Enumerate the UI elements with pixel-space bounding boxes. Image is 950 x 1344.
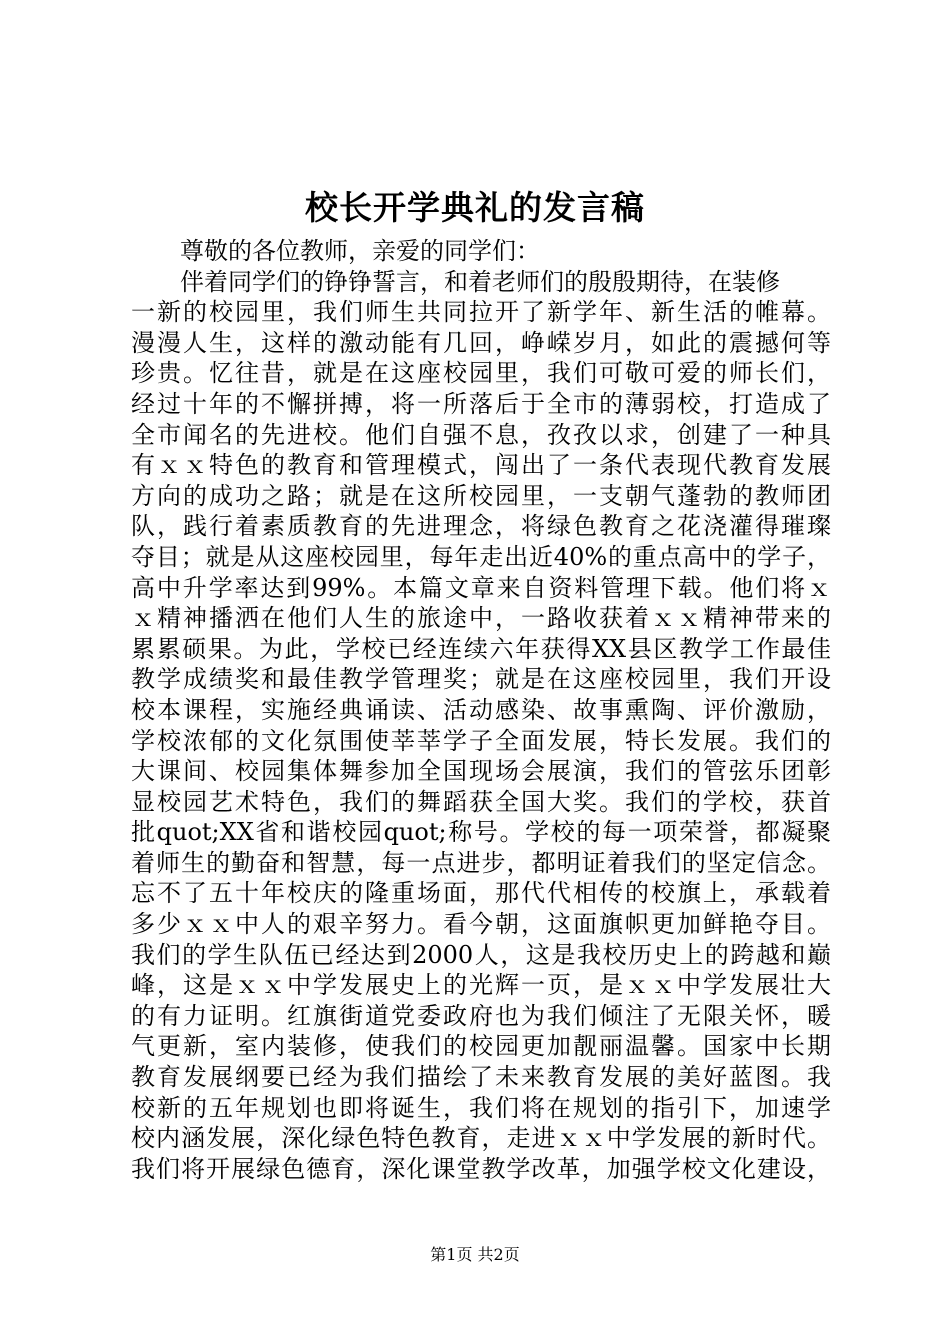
document-body <box>131 236 831 1184</box>
paragraph-first-line: 伴着同学们的铮铮誓言，和着老师们的殷殷期待，在装修 <box>180 267 780 296</box>
body-line: 漫漫人生，这样的激动能有几回，峥嵘岁月，如此的震撼何等 <box>131 328 831 357</box>
body-line: 校内涵发展，深化绿色特色教育，走进ｘｘ中学发展的新时代。 <box>131 1124 831 1153</box>
body-line: 校新的五年规划也即将诞生，我们将在规划的指引下，加速学 <box>131 1093 831 1122</box>
page-number-footer: 第1页 共2页 <box>430 1245 520 1264</box>
body-line: 校本课程，实施经典诵读、活动感染、故事熏陶、评价激励， <box>131 695 831 724</box>
body-line: 我们的学生队伍已经达到2000人，这是我校历史上的跨越和巅 <box>131 940 831 969</box>
body-line: 大课间、校园集体舞参加全国现场会展演，我们的管弦乐团彰 <box>131 757 831 786</box>
body-line: 全市闻名的先进校。他们自强不息，孜孜以求，创建了一种具 <box>131 420 831 449</box>
body-line: 多少ｘｘ中人的艰辛努力。看今朝，这面旗帜更加鲜艳夺目。 <box>131 910 831 939</box>
body-line: 的有力证明。红旗街道党委政府也为我们倾注了无限关怀，暖 <box>131 1001 831 1030</box>
body-line: 峰，这是ｘｘ中学发展史上的光辉一页，是ｘｘ中学发展壮大 <box>131 971 831 1000</box>
salutation-line: 尊敬的各位教师，亲爱的同学们： <box>180 237 540 265</box>
body-line: 经过十年的不懈拼搏，将一所落后于全市的薄弱校，打造成了 <box>131 389 831 418</box>
body-line: 有ｘｘ特色的教育和管理模式，闯出了一条代表现代教育发展 <box>131 451 831 480</box>
body-line: 我们将开展绿色德育，深化课堂教学改革，加强学校文化建设， <box>131 1154 831 1183</box>
document-title: 校长开学典礼的发言稿 <box>305 188 645 227</box>
body-line: 教育发展纲要已经为我们描绘了未来教育发展的美好蓝图。我 <box>131 1063 831 1092</box>
body-line: 夺目；就是从这座校园里，每年走出近40%的重点高中的学子， <box>131 542 831 571</box>
body-line: 一新的校园里，我们师生共同拉开了新学年、新生活的帷幕。 <box>131 298 831 327</box>
body-line: 批quot;XX省和谐校园quot;称号。学校的每一项荣誉，都凝聚 <box>131 818 831 847</box>
body-line: 气更新，室内装修，使我们的校园更加靓丽温馨。国家中长期 <box>131 1032 831 1061</box>
body-line: 高中升学率达到99%。本篇文章来自资料管理下载。他们将ｘ <box>131 573 831 602</box>
body-line: 学校浓郁的文化氛围使莘莘学子全面发展，特长发展。我们的 <box>131 726 831 755</box>
body-line: 教学成绩奖和最佳教学管理奖；就是在这座校园里，我们开设 <box>131 665 831 694</box>
body-line: 忘不了五十年校庆的隆重场面，那代代相传的校旗上，承载着 <box>131 879 831 908</box>
body-line: 累累硕果。为此，学校已经连续六年获得XX县区教学工作最佳 <box>131 634 831 663</box>
body-line: 珍贵。忆往昔，就是在这座校园里，我们可敬可爱的师长们， <box>131 359 831 388</box>
body-line: 显校园艺术特色，我们的舞蹈获全国大奖。我们的学校，获首 <box>131 787 831 816</box>
body-line: 着师生的勤奋和智慧，每一点进步，都明证着我们的坚定信念。 <box>131 848 831 877</box>
body-line: 队，践行着素质教育的先进理念，将绿色教育之花浇灌得璀璨 <box>131 512 831 541</box>
body-line: ｘ精神播洒在他们人生的旅途中，一路收获着ｘｘ精神带来的 <box>131 604 831 633</box>
body-line: 方向的成功之路；就是在这所校园里，一支朝气蓬勃的教师团 <box>131 481 831 510</box>
